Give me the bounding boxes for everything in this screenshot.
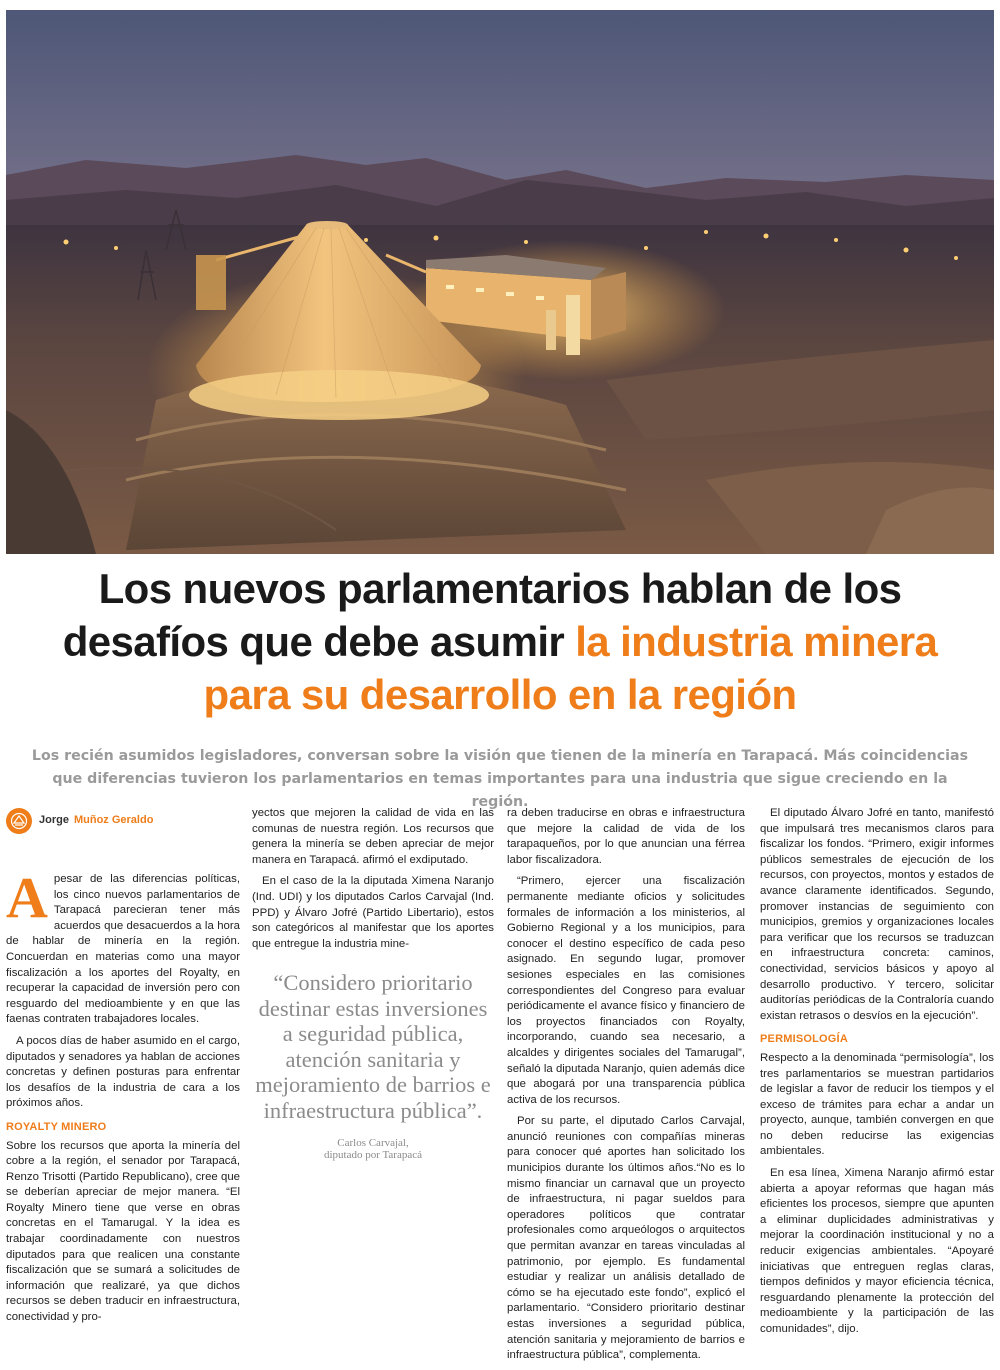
paragraph: Por su parte, el diputado Carlos Carvajal, anunció reuniones con compañías mineras para conocer qué aportes han solicitado los municipios durante los últimos años.“No es lo mismo financiar un carnaval que un proyecto de infraestructura, ni pagar sueldos para operadores políticos que contratar profesionales como arqueólogos o arquitectos que permitan avanzar en tareas vinculadas al patrimonio, por ejemplo. Es fundamental estudiar y realizar un análisis detallado de cómo se ha ejecutado este fondo”, explicó el parlamentario. “Considero prioritario destinar estas inversiones a seguridad pública, atención sanitaria y mejoramiento de barrios e infraestructura pública”, complementa.	[507, 1115, 745, 1362]
paragraph: En el caso de la la diputada Ximena Naranjo (Ind. UDI) y los diputados Carlos Carvajal (Ind. PPD) y Álvaro Jofré (Partido Libertario), estos son categóricos al manifestar que los aportes que entregue la industria mine-	[252, 875, 494, 950]
paragraph: yectos que mejoren la calidad de vida en las comunas de nuestra región. Los recursos que genera la minería se deben apreciar de mejor manera en Tarapacá. afirmó el exdiputado.	[252, 807, 494, 866]
headline-highlight: la industria minera para su desarrollo en la región	[203, 618, 938, 718]
column-1	[6, 806, 240, 1332]
paragraph: ra deben traducirse en obras e infraestructura que mejore la calidad de vida de los tarapaqueños, por lo que anuncian una férrea labor fiscalizadora.	[507, 807, 745, 866]
paragraph: Sobre los recursos que aporta la minería del cobre a la región, el senador por Tarapacá, Renzo Trisotti (Partido Republicano), cree que se deberían apreciar de mejor manera. “El Royalty Minero tiene que verse en obras concretas en el Tamarugal. Y la idea es trabajar coordinadamente con nuestros diputados para que realicen una constante fiscalización que se sumará a solicitudes de información que realizaré, ya que dichos recursos se deben traducir en infraestructura, conectividad y pro-	[6, 1139, 240, 1324]
author-first-name: Jorge	[39, 814, 69, 827]
quote-author-name: Carlos Carvajal,	[337, 1137, 409, 1150]
lede: Los recién asumidos legisladores, conversan sobre la visión que tienen de la minería en Tarapacá. Más coincidencias que diferencias tuvieron los parlamentarios en temas importantes para una industria que sigue creciendo en la región.	[31, 748, 969, 810]
paragraph: A pocos días de haber asumido en el cargo, diputados y senadores ya hablan de acciones concretas y definen posturas para enfrentar los desafíos de la industria de cara a los próximos años.	[6, 1034, 240, 1110]
pull-quote-author	[252, 1137, 494, 1161]
mine-night-illustration	[6, 10, 994, 554]
paragraph: En esa línea, Ximena Naranjo afirmó estar abierta a apoyar reformas que hagan más eficientes los procesos, siempre que apunten a eliminar duplicidades administrativas y mejorar la coordinación institucional y no a reducir exigencias ambientales. “Apoyaré iniciativas que entreguen reglas claras, tiempos definidos y mayor eficiencia técnica, resguardando plenamente la protección del medioambiente y la participación de las comunidades”, dijo.	[760, 1167, 994, 1335]
column-2	[252, 806, 494, 1161]
byline	[6, 806, 240, 836]
quote-author-role: diputado por Tarapacá	[324, 1149, 422, 1162]
newspaper-logo-icon	[6, 808, 32, 834]
paragraph-text: pesar de las diferencias políticas, los cinco nuevos parlamentarios de Tarapacá parecieran tener más acuerdos que desacuerdos a la hora de hablar de minería en la región. Concuerdan en materias como una mayor fiscalización a los aportes del Royalty, en recuperar la capacidad de inversión pero con resguardo del medioambiente y en que las faenas contraten trabajadores locales.	[6, 873, 240, 1026]
pull-quote: “Considero prioritario destinar estas inversiones a seguridad pública, atención sanitaria y mejoramiento de barrios e infraestructura pública”.	[255, 970, 491, 1123]
headline	[20, 562, 980, 721]
hero-photo	[6, 10, 994, 554]
column-4	[760, 806, 994, 1344]
drop-cap: A	[6, 865, 48, 930]
paragraph: El diputado Álvaro Jofré en tanto, manifestó que impulsará tres mecanismos claros para fiscalizar los fondos. “Primero, exigir informes públicos semestrales de ejecución de los recursos, con proyectos, montos y estados de avance claramente identificados. Segundo, promover instancias de seguimiento con municipios, gremios y organizaciones locales para verificar que los recursos se traduzcan en infraestructura concreta: caminos, conectividad, servicios básicos y apoyo al desarrollo productivo. Y tercero, solicitar auditorías periódicas de la Contraloría cuando existan retrasos o desvíos en la ejecución”.	[760, 807, 994, 1022]
author-last-name: Muñoz Geraldo	[73, 814, 154, 827]
paragraph	[6, 865, 240, 1028]
subhead-permisologia: PERMISOLOGÍA	[760, 1033, 848, 1046]
paragraph: Respecto a la denominada “permisología”, los tres parlamentarios se muestran partidarios de legislar a favor de reducir los tiempos y el exceso de trámites para echar a andar un proyecto, aunque, también convergen en que no deben reducirse las exigencias ambientales.	[760, 1051, 994, 1158]
column-3	[507, 806, 745, 1370]
subhead-royalty: ROYALTY MINERO	[6, 1120, 107, 1133]
headline-main: Los nuevos parlamentarios hablan de los desafíos que debe asumir	[62, 565, 902, 665]
paragraph: “Primero, ejercer una fiscalización permanente mediante oficios y solicitudes formales de información a los ministerios, al Gobierno Regional y a los municipios, para conocer el destino específico de cada peso asignado. En segundo lugar, promover sesiones especiales en las comisiones correspondientes del Congreso para evaluar periódicamente el avance físico y financiero de los proyectos financiados con Royalty, incorporando, cuando sea necesario, a alcaldes y dirigentes sociales del Tamarugal”, señaló la diputada Naranjo, quien además dice que abogará por una transparencia pública activa de los recursos.	[507, 875, 745, 1106]
